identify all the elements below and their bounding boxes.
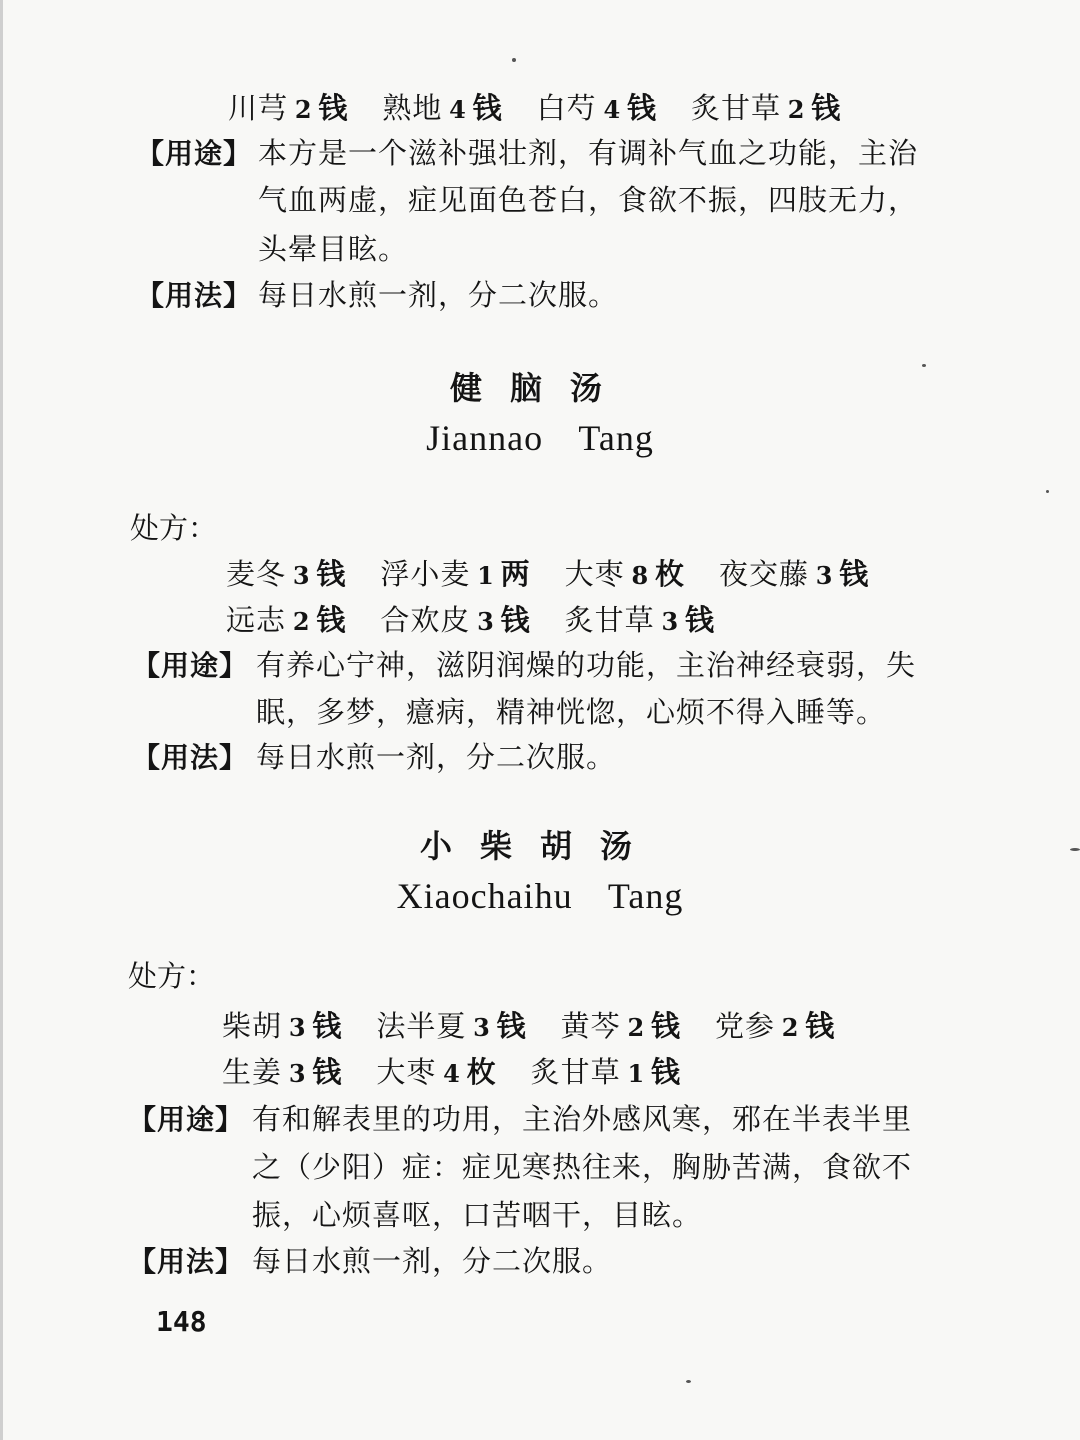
usage-label: 【用途】 [136, 137, 253, 170]
method-text: 每日水煎一剂，分二次服。 [252, 1244, 613, 1278]
scan-speck [1046, 490, 1049, 493]
herb-item [715, 1006, 835, 1048]
herb-name: 黄芩 [560, 1009, 621, 1043]
method-text: 每日水煎一剂，分二次服。 [258, 278, 619, 312]
usage-line: 之（少阳）症：症见寒热往来，胸胁苦满，食欲不 [252, 1150, 913, 1184]
herb-name: 合欢皮 [380, 603, 471, 637]
scan-edge [0, 0, 3, 1440]
scan-speck [922, 364, 926, 367]
herb-item [382, 88, 502, 130]
herb-name: 麦冬 [226, 557, 287, 591]
herb-name: 法半夏 [376, 1009, 467, 1043]
herb-dose: 2 [781, 1013, 799, 1042]
herb-name: 远志 [226, 603, 287, 637]
method-text: 每日水煎一剂，分二次服。 [256, 740, 617, 774]
herb-unit: 钱 [805, 1009, 836, 1043]
usage-line: 有养心宁神，滋阴润燥的功能，主治神经衰弱，失 [256, 648, 917, 682]
herb-dose: 2 [292, 607, 310, 636]
usage-line: 头晕目眩。 [258, 232, 409, 266]
herb-unit: 钱 [312, 1055, 343, 1089]
herb-name: 炙甘草 [690, 91, 781, 125]
herb-item [561, 1006, 681, 1048]
scan-speck [1070, 848, 1080, 851]
herb-unit: 钱 [684, 603, 715, 637]
herb-dose: 3 [473, 1013, 490, 1042]
herb-item [226, 554, 346, 596]
herb-item [565, 554, 685, 596]
herb-dose: 3 [288, 1059, 306, 1088]
herb-dose: 3 [815, 561, 833, 590]
usage-line: 振，心烦喜呕，口苦咽干，目眩。 [252, 1198, 703, 1232]
herb-unit: 钱 [626, 91, 657, 125]
herb-dose: 2 [787, 95, 805, 124]
herb-item [376, 1006, 526, 1048]
herb-item [380, 600, 530, 642]
herb-item [222, 1006, 342, 1048]
prescription-label: 处方： [128, 959, 216, 993]
herb-dose: 8 [631, 561, 649, 590]
usage-line: 气血两虚，症见面色苍白，食欲不振，四肢无力， [258, 183, 919, 217]
herb-name: 柴胡 [222, 1009, 283, 1043]
herb-unit: 钱 [472, 91, 503, 125]
herb-list-row [222, 1006, 869, 1048]
herb-name: 熟地 [382, 91, 443, 125]
herb-dose: 3 [288, 1013, 306, 1042]
herb-unit: 钱 [318, 91, 349, 125]
herb-unit: 两 [500, 557, 531, 591]
herb-unit: 钱 [839, 557, 870, 591]
herb-list-row [226, 600, 749, 642]
method-label: 【用法】 [136, 279, 253, 312]
usage-line: 本方是一个滋补强壮剂，有调补气血之功能，主治 [258, 136, 919, 170]
formula-title-en: Jiannao Tang [426, 418, 654, 458]
herb-unit: 钱 [650, 1009, 681, 1043]
herb-dose: 3 [477, 607, 494, 636]
herb-unit: 钱 [316, 603, 347, 637]
herb-dose: 4 [449, 95, 466, 124]
page-number: 148 [156, 1305, 207, 1338]
herb-unit: 钱 [500, 603, 531, 637]
herb-name: 夜交藤 [718, 557, 809, 591]
herb-item [531, 1052, 681, 1094]
scan-speck [512, 58, 516, 62]
herb-dose: 4 [603, 95, 621, 124]
herb-list-row [222, 1052, 715, 1094]
herb-unit: 钱 [811, 91, 842, 125]
herb-name: 大枣 [564, 557, 625, 591]
herb-unit: 枚 [654, 557, 685, 591]
prescription-label: 处方： [130, 511, 218, 545]
herb-name: 大枣 [376, 1055, 437, 1089]
usage-label: 【用途】 [128, 1103, 245, 1136]
herb-name: 生姜 [222, 1055, 283, 1089]
herb-name: 白芍 [536, 91, 597, 125]
herb-item [691, 88, 841, 130]
herb-dose: 3 [292, 561, 310, 590]
herb-item [228, 88, 348, 130]
herb-dose: 3 [661, 607, 679, 636]
herb-unit: 钱 [496, 1009, 527, 1043]
herb-item [376, 1052, 496, 1094]
herb-name: 炙甘草 [530, 1055, 621, 1089]
herb-unit: 枚 [466, 1055, 497, 1089]
herb-item [565, 600, 715, 642]
usage-label: 【用途】 [132, 649, 249, 682]
herb-unit: 钱 [312, 1009, 343, 1043]
usage-line: 眠，多梦，癔病，精神恍惚，心烦不得入睡等。 [256, 695, 887, 729]
herb-item [537, 88, 657, 130]
herb-item [719, 554, 869, 596]
method-label: 【用法】 [128, 1245, 245, 1278]
formula-title-en: Xiaochaihu Tang [396, 876, 684, 916]
method-label: 【用法】 [132, 741, 249, 774]
herb-dose: 2 [294, 95, 312, 124]
formula-title-cn: 健脑汤 [449, 369, 630, 407]
herb-list-row [226, 554, 903, 596]
herb-name: 浮小麦 [380, 557, 471, 591]
herb-dose: 4 [443, 1059, 460, 1088]
herb-unit: 钱 [650, 1055, 681, 1089]
herb-list-row [228, 88, 875, 130]
formula-title-cn: 小柴胡汤 [419, 827, 660, 865]
scan-speck [686, 1380, 691, 1383]
herb-dose: 1 [627, 1059, 645, 1088]
herb-dose: 1 [477, 561, 494, 590]
usage-line: 有和解表里的功用，主治外感风寒，邪在半表半里 [252, 1102, 913, 1136]
herb-dose: 2 [627, 1013, 645, 1042]
herb-name: 川芎 [228, 91, 289, 125]
herb-item [380, 554, 530, 596]
herb-item [222, 1052, 342, 1094]
herb-name: 炙甘草 [564, 603, 655, 637]
herb-item [226, 600, 346, 642]
herb-unit: 钱 [316, 557, 347, 591]
herb-name: 党参 [714, 1009, 775, 1043]
